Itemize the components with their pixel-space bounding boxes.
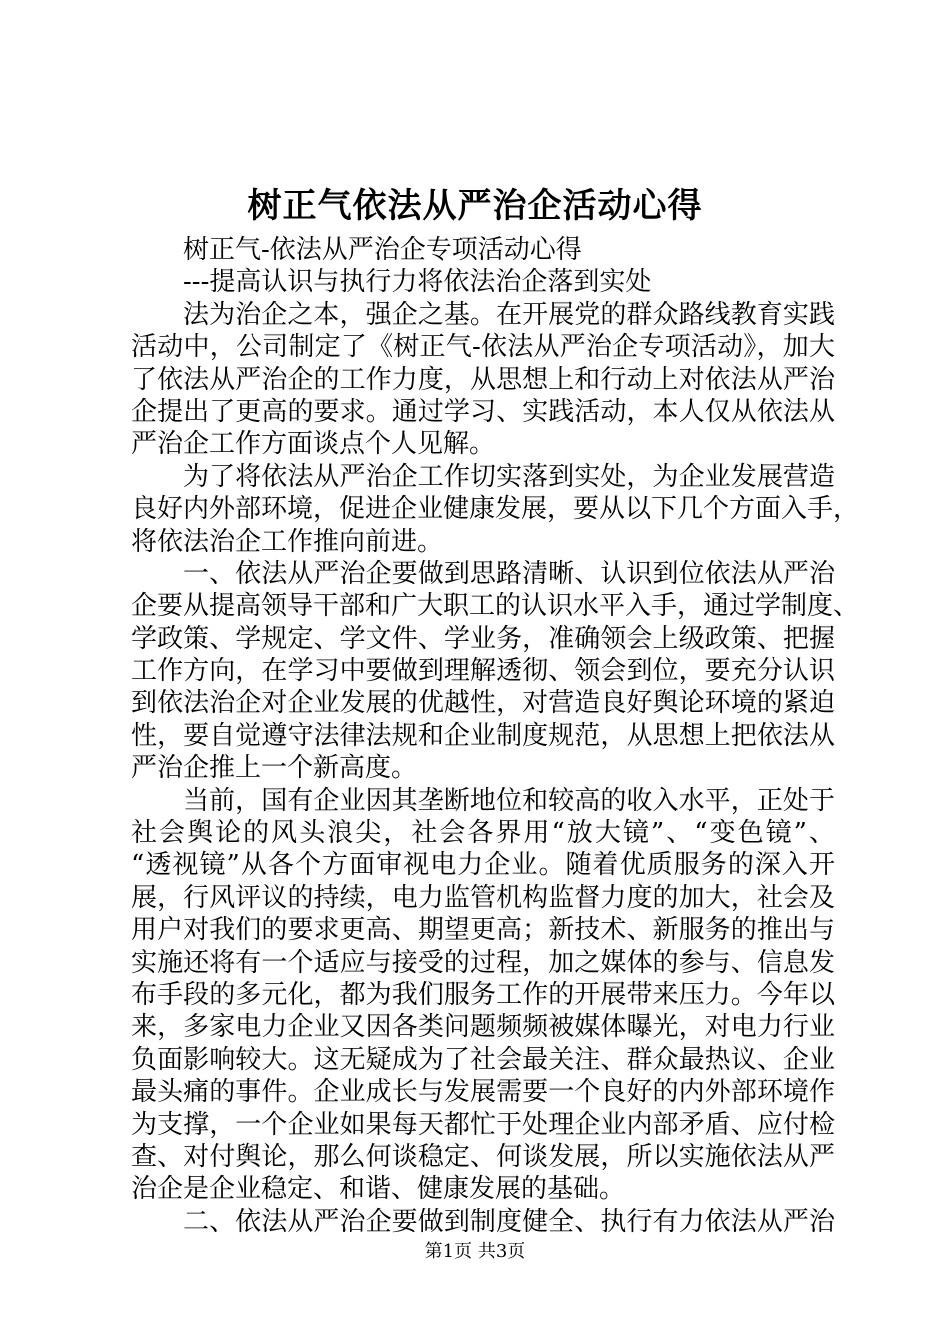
paragraph-line: 到依法治企对企业发展的优越性，对营造良好舆论环境的紧迫 bbox=[131, 688, 835, 719]
document-title: 树正气依法从严治企活动心得 bbox=[247, 186, 703, 226]
paragraph-line: 负面影响较大。这无疑成为了社会最关注、群众最热议、企业 bbox=[131, 1044, 835, 1075]
paragraph-line: 严治企工作方面谈点个人见解。 bbox=[131, 429, 496, 460]
document-body bbox=[131, 234, 860, 1238]
paragraph-line: 工作方向，在学习中要做到理解透彻、领会到位，要充分认识 bbox=[131, 656, 835, 687]
paragraph-line: 最头痛的事件。企业成长与发展需要一个良好的内外部环境作 bbox=[131, 1077, 835, 1108]
paragraph-line: 实施还将有一个适应与接受的过程，加之媒体的参与、信息发 bbox=[131, 947, 835, 978]
paragraph-line: 了依法从严治企的工作力度，从思想上和行动上对依法从严治 bbox=[131, 364, 835, 395]
paragraph-line: 企要从提高领导干部和广大职工的认识水平入手，通过学制度、 bbox=[131, 591, 860, 622]
paragraph-line: 用户对我们的要求更高、期望更高；新技术、新服务的推出与 bbox=[131, 915, 835, 946]
page-footer: 第1页 共3页 bbox=[424, 1241, 526, 1262]
paragraph-line: 展，行风评议的持续，电力监管机构监督力度的加大，社会及 bbox=[131, 882, 835, 913]
subtitle-line: ---提高认识与执行力将依法治企落到实处 bbox=[183, 267, 652, 298]
subtitle-line: 树正气-依法从严治企专项活动心得 bbox=[183, 235, 582, 265]
paragraph-line: 治企是企业稳定、和谐、健康发展的基础。 bbox=[131, 1174, 626, 1205]
paragraph-line: 法为治企之本，强企之基。在开展党的群众路线教育实践 bbox=[183, 299, 835, 330]
paragraph-line: 严治企推上一个新高度。 bbox=[131, 753, 418, 784]
paragraph-line: 性，要自觉遵守法律法规和企业制度规范，从思想上把依法从 bbox=[131, 720, 835, 751]
paragraph-line: 企提出了更高的要求。通过学习、实践活动，本人仅从依法从 bbox=[131, 396, 835, 427]
paragraph-line: “透视镜”从各个方面审视电力企业。随着优质服务的深入开 bbox=[131, 850, 835, 881]
paragraph-line: 活动中，公司制定了《树正气-依法从严治企专项活动》，加大 bbox=[131, 332, 835, 363]
paragraph-line: 当前，国有企业因其垄断地位和较高的收入水平，正处于 bbox=[183, 785, 835, 816]
paragraph-line: 一、依法从严治企要做到思路清晰、认识到位依法从严治 bbox=[183, 558, 835, 589]
paragraph-line: 社会舆论的风头浪尖，社会各界用“放大镜”、“变色镜”、 bbox=[131, 818, 835, 849]
paragraph-line: 为支撑，一个企业如果每天都忙于处理企业内部矛盾、应付检 bbox=[131, 1109, 835, 1140]
paragraph-line: 来，多家电力企业又因各类问题频频被媒体曝光，对电力行业 bbox=[131, 1012, 835, 1043]
paragraph-line: 查、对付舆论，那么何谈稳定、何谈发展，所以实施依法从严 bbox=[131, 1141, 835, 1172]
paragraph-line: 二、依法从严治企要做到制度健全、执行有力依法从严治 bbox=[183, 1206, 835, 1237]
paragraph-line: 布手段的多元化，都为我们服务工作的开展带来压力。今年以 bbox=[131, 979, 835, 1010]
paragraph-line: 良好内外部环境，促进企业健康发展，要从以下几个方面入手， bbox=[131, 494, 860, 525]
paragraph-line: 将依法治企工作推向前进。 bbox=[131, 526, 444, 557]
paragraph-line: 为了将依法从严治企工作切实落到实处，为企业发展营造 bbox=[183, 461, 835, 492]
paragraph-line: 学政策、学规定、学文件、学业务，准确领会上级政策、把握 bbox=[131, 623, 835, 654]
